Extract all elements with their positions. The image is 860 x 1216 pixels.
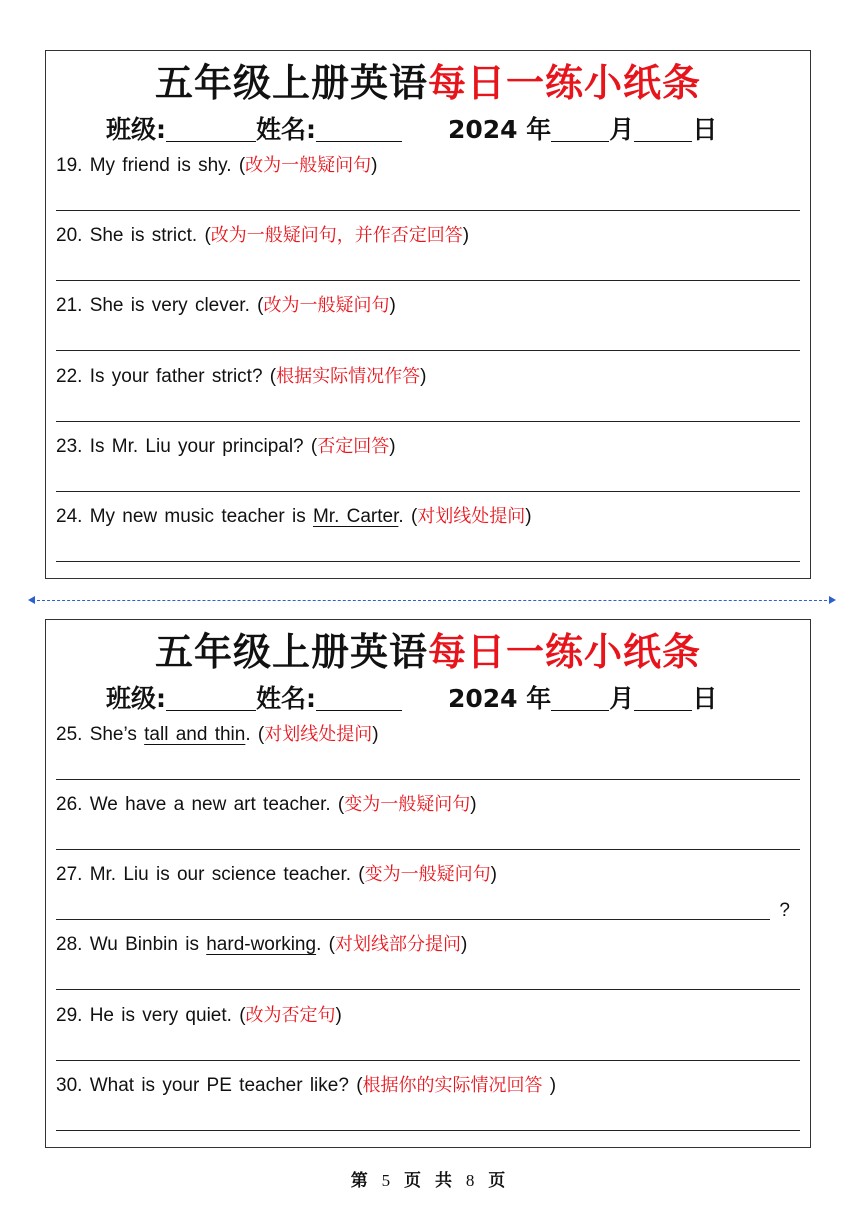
answer-line[interactable] [56,561,800,562]
answer-line[interactable] [56,1060,800,1061]
question-27 [56,862,800,932]
question-29 [56,1003,800,1073]
answer-line[interactable] [56,919,770,920]
card-title: 五年级上册英语每日一练小纸条 [154,61,702,105]
student-info-row [106,113,810,147]
answer-line[interactable] [56,491,800,492]
question-20 [56,223,800,293]
answer-line[interactable] [56,350,800,351]
question-30 [56,1073,800,1143]
class-blank[interactable] [166,686,256,711]
question-text: 29. He is very quiet. (改为否定句) [56,1005,342,1026]
day-blank[interactable] [634,117,692,142]
day-label: 日 [692,115,718,144]
worksheet-card-2 [45,619,811,1148]
month-label: 月 [609,684,635,713]
card-title: 五年级上册英语每日一练小纸条 [154,630,702,674]
question-26 [56,792,800,862]
page-number: 5 [381,1171,395,1190]
question-text: 20. She is strict. (改为一般疑问句，并作否定回答) [56,225,470,246]
name-blank[interactable] [316,686,402,711]
month-label: 月 [609,115,635,144]
cut-line-divider [32,600,832,603]
year-label: 2024 年 [448,115,552,144]
worksheet-card-1 [45,50,811,579]
underlined-phrase: tall and thin [144,724,246,745]
year-label: 2024 年 [448,684,552,713]
answer-line[interactable] [56,421,800,422]
page-footer: 第 5 页 共 8 页 [350,1171,510,1191]
answer-line[interactable] [56,1130,800,1131]
answer-line[interactable] [56,210,800,211]
page-total: 8 [465,1171,479,1190]
underlined-phrase: hard-working [206,934,317,955]
answer-line[interactable] [56,779,800,780]
underlined-phrase: Mr. Carter [312,506,399,527]
question-23 [56,434,800,504]
student-info-row [106,682,810,716]
name-blank[interactable] [316,117,402,142]
question-mark: ? [779,900,790,921]
answer-line[interactable] [56,849,800,850]
class-label: 班级: [106,684,166,713]
question-19 [56,153,800,223]
class-blank[interactable] [166,117,256,142]
question-24 [56,504,800,574]
question-text: 24. My new music teacher is Mr. Carter. (对划线处提问) [56,506,532,527]
month-blank[interactable] [551,117,609,142]
arrow-right-icon [829,596,836,604]
question-text: 25. She’s tall and thin. (对划线处提问) [56,724,379,745]
question-text: 26. We have a new art teacher. (变为一般疑问句) [56,794,477,815]
question-text: 28. Wu Binbin is hard-working. (对划线部分提问) [56,934,468,955]
question-25 [56,722,800,792]
question-text: 21. She is very clever. (改为一般疑问句) [56,295,396,316]
class-label: 班级: [106,115,166,144]
question-text: 30. What is your PE teacher like? (根据你的实际情况回答 ) [56,1075,557,1096]
question-21 [56,293,800,363]
name-label: 姓名: [256,684,316,713]
question-28 [56,932,800,1002]
day-blank[interactable] [634,686,692,711]
month-blank[interactable] [551,686,609,711]
day-label: 日 [692,684,718,713]
answer-line[interactable] [56,989,800,990]
name-label: 姓名: [256,115,316,144]
question-text: 22. Is your father strict? (根据实际情况作答) [56,366,427,387]
question-text: 19. My friend is shy. (改为一般疑问句) [56,155,378,176]
answer-line[interactable] [56,280,800,281]
question-22 [56,364,800,434]
question-text: 23. Is Mr. Liu your principal? (否定回答) [56,436,396,457]
question-text: 27. Mr. Liu is our science teacher. (变为一般疑问句) [56,864,497,885]
